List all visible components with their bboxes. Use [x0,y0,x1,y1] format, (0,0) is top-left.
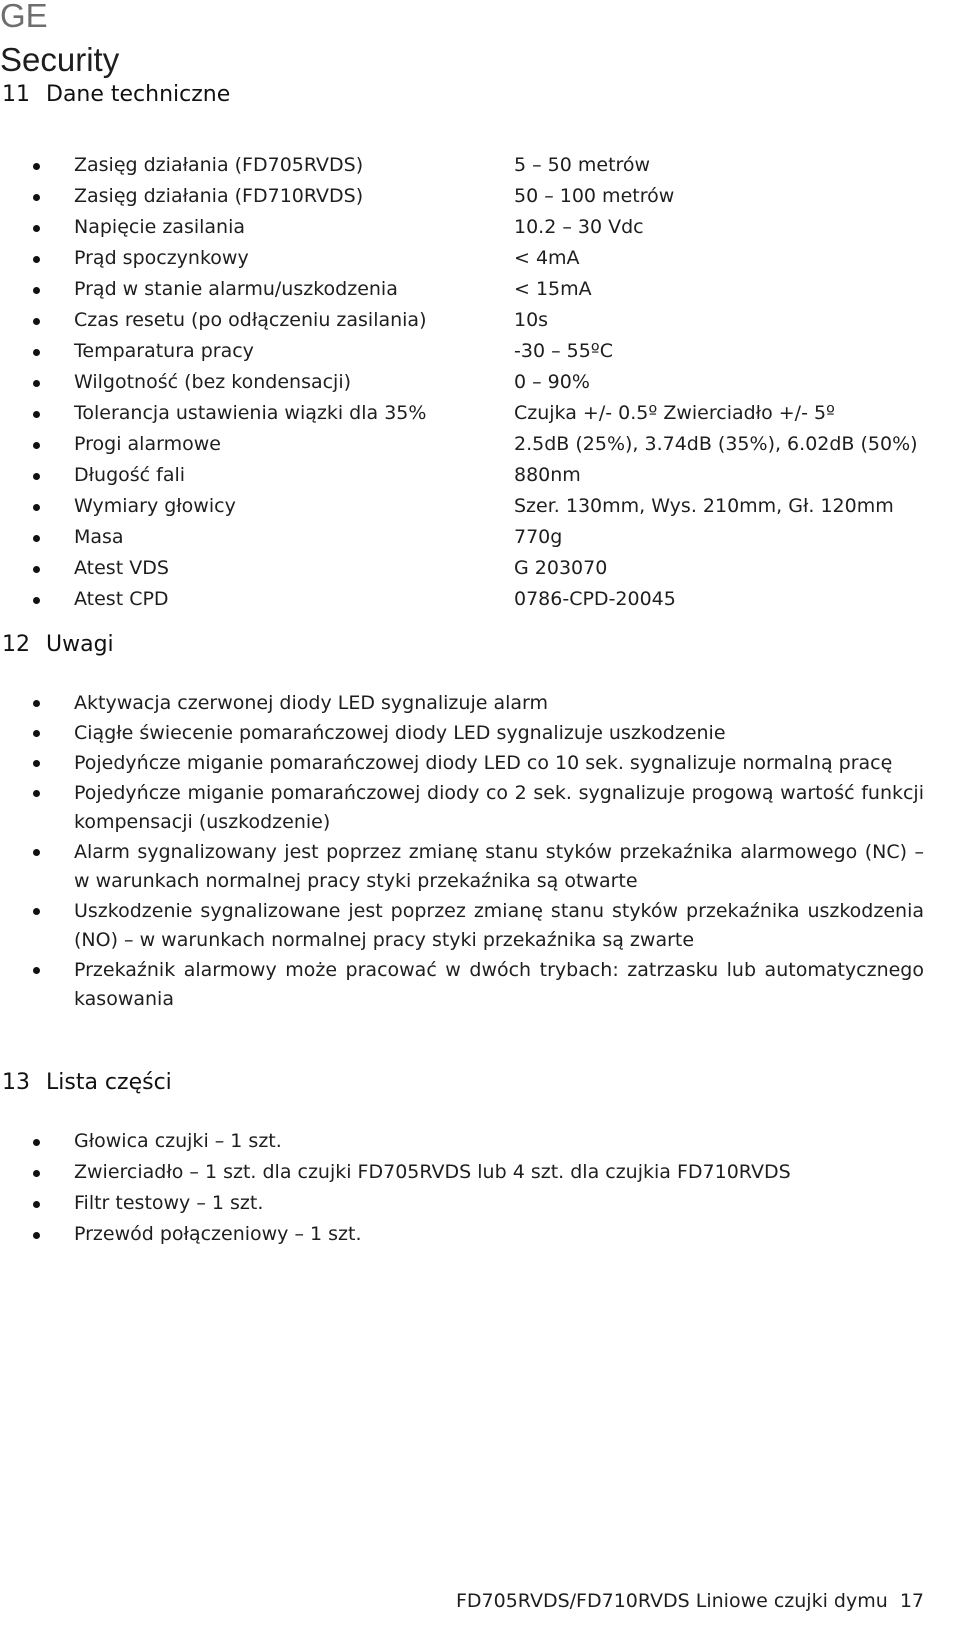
spec-label: Wilgotność (bez kondensacji) [74,371,352,393]
bullet-icon [33,730,40,737]
part-item [0,1126,960,1157]
note-text: Ciągłe świecenie pomarańczowej diody LED sygnalizuje uszkodzenie [74,722,726,744]
note-item [0,719,960,748]
brand-logo-ge: GE [0,0,48,34]
bullet-icon [33,411,40,418]
spec-row [0,398,960,429]
spec-value: 770g [514,526,563,548]
spec-label: Wymiary głowicy [74,495,236,517]
spec-row [0,243,960,274]
note-item [0,779,960,837]
parts-list [0,1126,960,1250]
bullet-icon [33,1139,40,1146]
part-text: Przewód połączeniowy – 1 szt. [74,1223,362,1245]
bullet-icon [33,908,40,915]
bullet-icon [33,566,40,573]
spec-value: 0786-CPD-20045 [514,588,676,610]
part-text: Głowica czujki – 1 szt. [74,1130,282,1152]
spec-label: Masa [74,526,124,548]
bullet-icon [33,349,40,356]
note-text: Pojedyńcze miganie pomarańczowej diody LED co 10 sek. sygnalizuje normalną pracę [74,752,893,774]
bullet-icon [33,790,40,797]
section-title-notes [2,630,114,660]
note-text: Przekaźnik alarmowy może pracować w dwóch trybach: zatrzasku lub automatycznego kasowania [74,959,924,1010]
notes-list [0,689,960,1015]
note-text: Uszkodzenie sygnalizowane jest poprzez zmianę stanu styków przekaźnika uszkodzenia (NO) – w warunkach normalnej pracy styki przekaźnika są zwarte [74,900,924,951]
bullet-icon [33,163,40,170]
spec-value: -30 – 55ºC [514,340,614,362]
note-item [0,749,960,778]
section-number: 13 [2,1070,30,1095]
spec-value: Czujka +/- 0.5º Zwierciadło +/- 5º [514,402,836,424]
page-number: 17 [899,1590,924,1612]
spec-label: Progi alarmowe [74,433,221,455]
bullet-icon [33,442,40,449]
spec-value: G 203070 [514,557,608,579]
spec-row [0,367,960,398]
bullet-icon [33,967,40,974]
spec-label: Zasięg działania (FD710RVDS) [74,185,364,207]
note-item [0,689,960,718]
spec-row [0,460,960,491]
spec-row [0,150,960,181]
bullet-icon [33,380,40,387]
spec-row [0,553,960,584]
spec-label: Atest CPD [74,588,169,610]
section-heading: Uwagi [46,632,114,657]
part-item [0,1188,960,1219]
bullet-icon [33,1232,40,1239]
note-text: Alarm sygnalizowany jest poprzez zmianę stanu styków przekaźnika alarmowego (NC) – w warunkach normalnej pracy styki przekaźnika są otwarte [74,841,924,892]
part-item [0,1219,960,1250]
page-footer [456,1586,924,1616]
note-text: Aktywacja czerwonej diody LED sygnalizuje alarm [74,692,549,714]
spec-value: Szer. 130mm, Wys. 210mm, Gł. 120mm [514,495,894,517]
bullet-icon [33,760,40,767]
spec-label: Atest VDS [74,557,169,579]
spec-row [0,305,960,336]
note-item [0,956,960,1014]
spec-value: 0 – 90% [514,371,590,393]
spec-row [0,522,960,553]
section-number: 12 [2,632,30,657]
bullet-icon [33,700,40,707]
spec-label: Temparatura pracy [74,340,254,362]
spec-row [0,491,960,522]
note-item [0,838,960,896]
footer-title: FD705RVDS/FD710RVDS Liniowe czujki dymu [455,1590,888,1612]
spec-row [0,429,960,460]
spec-value: 10s [514,309,549,331]
bullet-icon [33,225,40,232]
spec-label: Prąd spoczynkowy [74,247,249,269]
bullet-icon [33,1170,40,1177]
spec-value: 5 – 50 metrów [514,154,651,176]
bullet-icon [33,473,40,480]
section-number: 11 [2,82,30,107]
bullet-icon [33,256,40,263]
spec-value: 2.5dB (25%), 3.74dB (35%), 6.02dB (50%) [514,433,918,455]
spec-list [0,150,960,615]
bullet-icon [33,597,40,604]
section-heading: Dane techniczne [46,82,231,107]
bullet-icon [33,194,40,201]
spec-value: 880nm [514,464,581,486]
spec-value: 10.2 – 30 Vdc [514,216,644,238]
spec-value: < 4mA [514,247,580,269]
bullet-icon [33,535,40,542]
spec-row [0,336,960,367]
part-text: Filtr testowy – 1 szt. [74,1192,264,1214]
spec-value: 50 – 100 metrów [514,185,675,207]
spec-label: Długość fali [74,464,186,486]
part-item [0,1157,960,1188]
section-title-tech [2,80,230,110]
spec-row [0,274,960,305]
spec-label: Czas resetu (po odłączeniu zasilania) [74,309,427,331]
section-title-parts [2,1068,172,1098]
part-text: Zwierciadło – 1 szt. dla czujki FD705RVDS lub 4 szt. dla czujkia FD710RVDS [74,1161,791,1183]
spec-label: Tolerancja ustawienia wiązki dla 35% [74,402,427,424]
bullet-icon [33,287,40,294]
bullet-icon [33,504,40,511]
bullet-icon [33,318,40,325]
bullet-icon [33,849,40,856]
note-item [0,897,960,955]
spec-label: Zasięg działania (FD705RVDS) [74,154,364,176]
spec-label: Prąd w stanie alarmu/uszkodzenia [74,278,398,300]
spec-row [0,584,960,615]
spec-row [0,212,960,243]
spec-row [0,181,960,212]
spec-value: < 15mA [514,278,592,300]
brand-subtitle: Security [0,41,120,78]
spec-label: Napięcie zasilania [74,216,246,238]
note-text: Pojedyńcze miganie pomarańczowej diody co 2 sek. sygnalizuje progową wartość funkcji kompensacji (uszkodzenie) [74,782,924,833]
section-heading: Lista części [46,1070,172,1095]
bullet-icon [33,1201,40,1208]
